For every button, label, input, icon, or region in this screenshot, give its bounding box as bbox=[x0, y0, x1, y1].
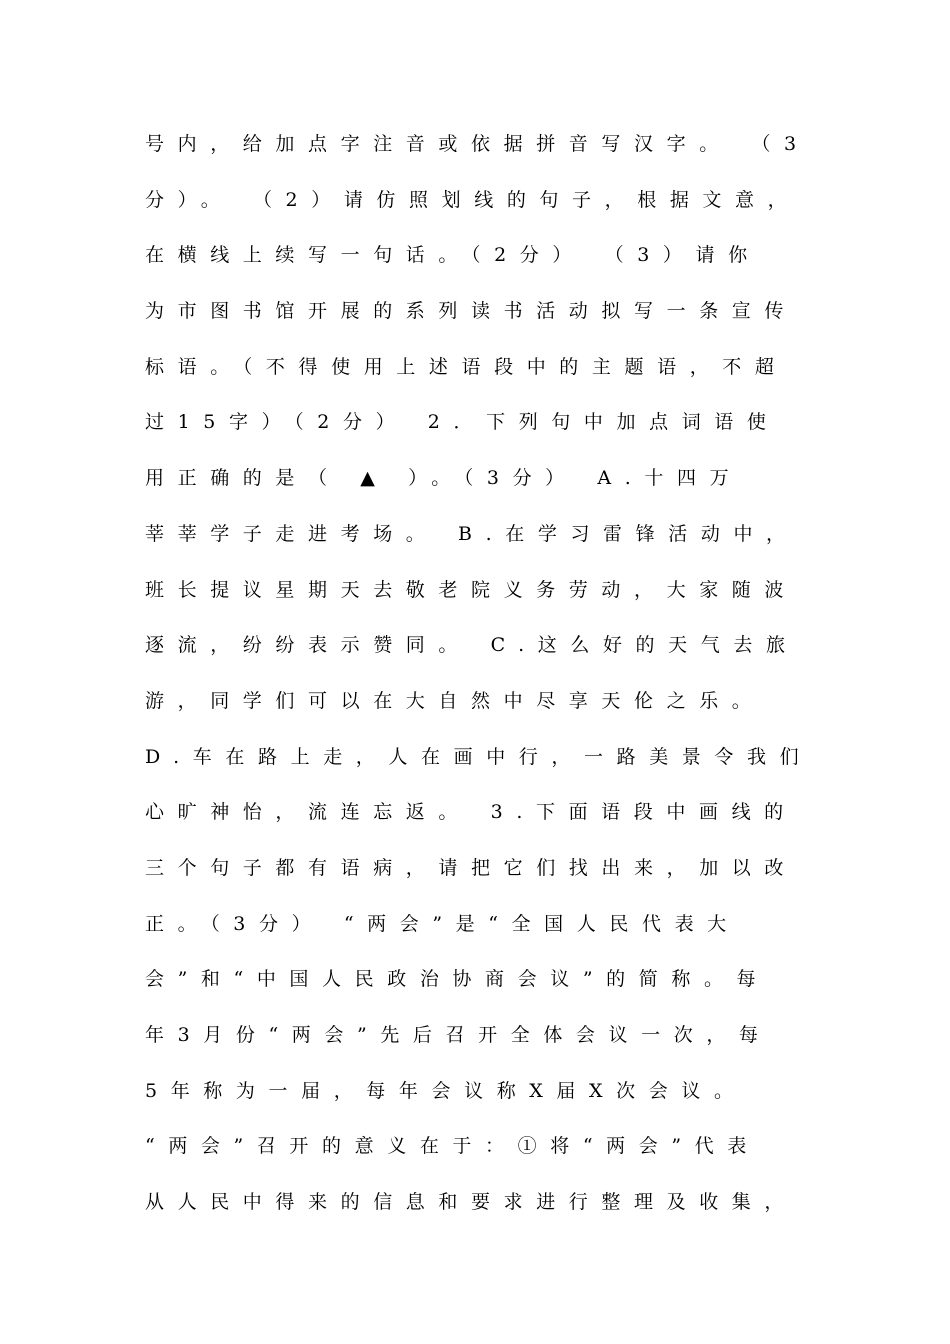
text-line: “两会”召开的意义在于：①将“两会”代表 bbox=[145, 1135, 760, 1158]
text-line: 标语。（不得使用上述语段中的主题语，不超 bbox=[145, 355, 788, 378]
text-line: 三个句子都有语病，请把它们找出来，加以改 bbox=[145, 856, 798, 879]
text-line: D.车在路上走，人在画中行，一路美景令我们 bbox=[145, 745, 813, 768]
text-line: 莘莘学子走进考场。 B.在学习雷锋活动中， bbox=[145, 522, 799, 545]
text-line: 年3月份“两会”先后召开全体会议一次，每 bbox=[145, 1024, 772, 1046]
text-line: 从人民中得来的信息和要求进行整理及收集， bbox=[145, 1191, 798, 1214]
text-line: 心旷神怡，流连忘返。 3.下面语段中画线的 bbox=[145, 801, 797, 824]
text-line: 5年称为一届，每年会议称X届X次会议。 bbox=[145, 1079, 747, 1102]
text-line: 班长提议星期天去敬老院义务劳动，大家随波 bbox=[145, 578, 798, 601]
text-line: 游，同学们可以在大自然中尽享天伦之乐。 bbox=[145, 689, 765, 712]
text-line: 会”和“中国人民政治协商会议”的简称。每 bbox=[145, 968, 770, 991]
text-line: 分）。 （2）请仿照划线的句子，根据文意， bbox=[145, 188, 801, 211]
text-line: 正。（3分） “两会”是“全国人民代表大 bbox=[145, 912, 740, 935]
text-line: 号内，给加点字注音或依据拼音写汉字。 （3 bbox=[145, 133, 810, 155]
text-line: 在横线上续写一句话。（2分） （3）请你 bbox=[145, 244, 761, 267]
text-line: 过15字）（2分） 2．下列句中加点词语使 bbox=[145, 411, 780, 434]
body-text bbox=[145, 124, 865, 1238]
text-line: 为市图书馆开展的系列读书活动拟写一条宣传 bbox=[145, 300, 798, 323]
text-line: 用正确的是（ ▲ ）。（3分） A.十四万 bbox=[145, 467, 743, 490]
text-line: 逐流，纷纷表示赞同。 C.这么好的天气去旅 bbox=[145, 634, 799, 657]
